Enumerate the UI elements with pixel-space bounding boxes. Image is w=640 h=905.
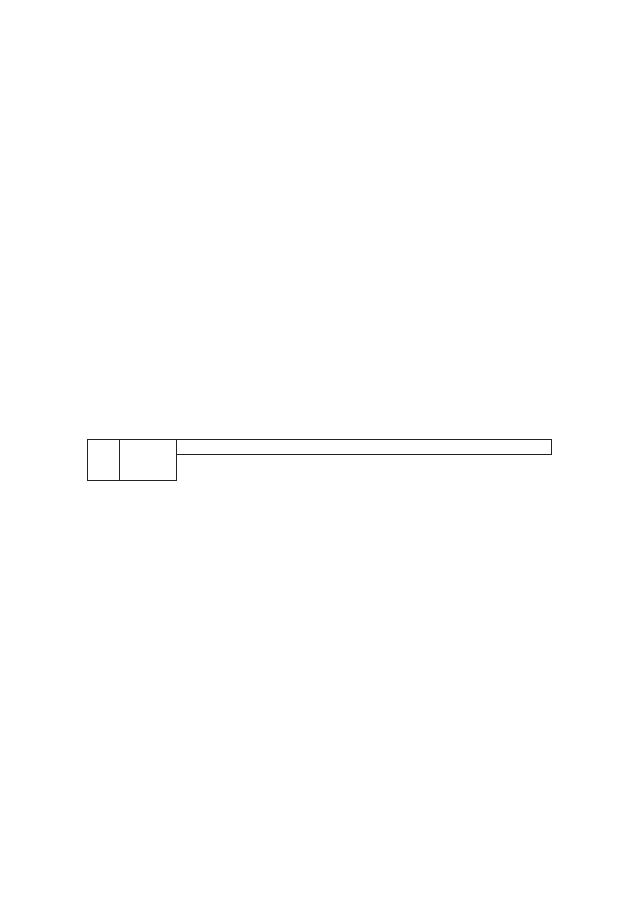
mortality-table [87,439,552,481]
header-number [88,440,120,481]
header-localization [120,440,177,481]
header-period [177,440,552,455]
